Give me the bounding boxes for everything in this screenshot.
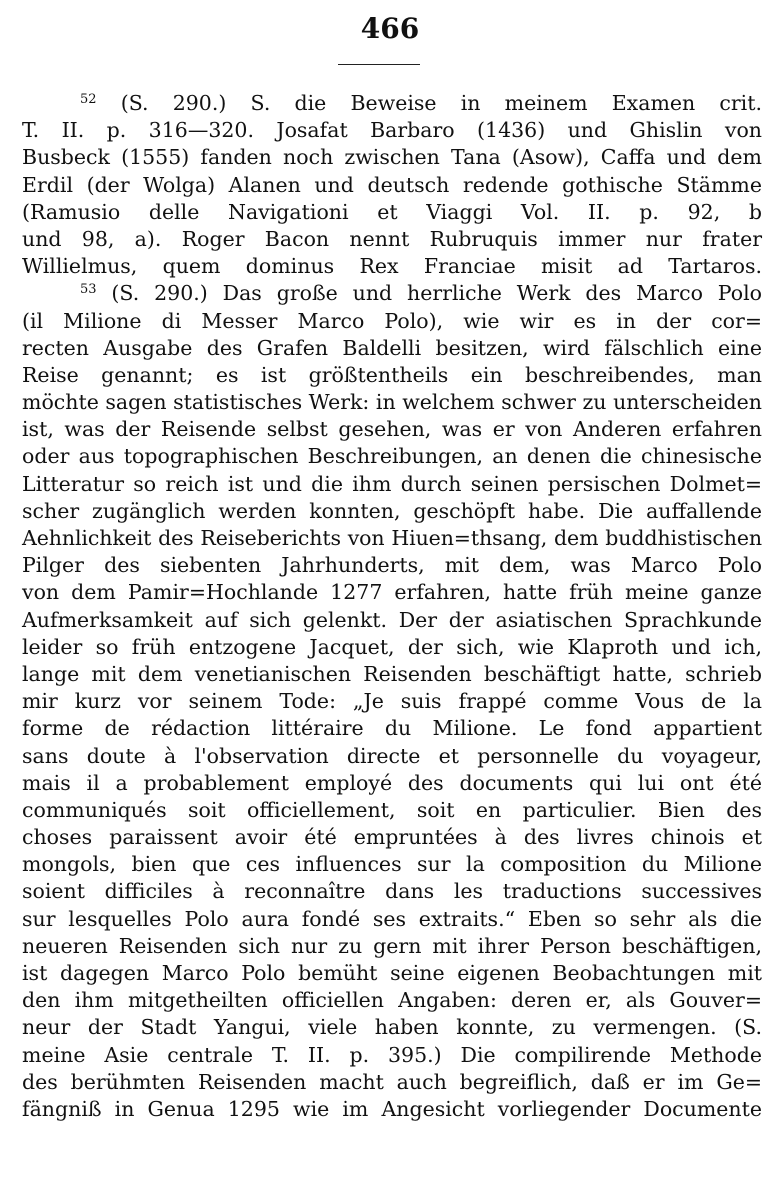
footnote-52-line: Busbeck (1555) fanden noch zwischen Tana (Asow), Caffa und dem (22, 145, 762, 170)
footnote-53-line: meine Asie centrale T. II. p. 395.) Die compilirende Methode (22, 1042, 762, 1067)
footnote-53-line: den ihm mitgetheilten officiellen Angaben: deren er, als Gouver= (22, 988, 762, 1013)
footnotes-body (22, 90, 762, 1123)
footnote-53-line: mais il a probablement employé des documents qui lui ont été (22, 770, 762, 795)
footnote-53-line: Pilger des siebenten Jahrhunderts, mit dem, was Marco Polo (22, 553, 762, 578)
footnote-52-line: (Ramusio delle Navigationi et Viaggi Vol. II. p. 92, b (22, 199, 762, 224)
footnote-marker: 52 (80, 92, 97, 107)
footnote-53-line: oder aus topographischen Beschreibungen, an denen die chinesische (22, 444, 762, 469)
footnote-53-line: neueren Reisenden sich nur zu gern mit ihrer Person beschäftigen, (22, 933, 762, 958)
footnote-53-line: leider so früh entzogene Jacquet, der sich, wie Klaproth und ich, (22, 634, 762, 659)
footnote-53-line: Aufmerksamkeit auf sich gelenkt. Der der asiatischen Sprachkunde (22, 607, 762, 632)
header-rule (338, 64, 420, 65)
footnote-53-line: sans doute à l'observation directe et personnelle du voyageur, (22, 743, 762, 768)
footnote-53-line: Litteratur so reich ist und die ihm durch seinen persischen Dolmet= (22, 471, 762, 496)
footnote-52-line: Willielmus, quem dominus Rex Franciae misit ad Tartaros. (22, 254, 762, 279)
footnote-53-line: (il Milione di Messer Marco Polo), wie wir es in der cor= (22, 308, 762, 333)
footnote-53-line: lange mit dem venetianischen Reisenden beschäftigt hatte, schrieb (22, 661, 762, 686)
footnote-53-line: sur lesquelles Polo aura fondé ses extraits.“ Eben so sehr als die (22, 906, 762, 931)
footnote-53-line: ist, was der Reisende selbst gesehen, was er von Anderen erfahren (22, 417, 762, 442)
footnote-53-line: mir kurz vor seinem Tode: „Je suis frappé comme Vous de la (22, 689, 762, 714)
footnote-53-line: soient difficiles à reconnaître dans les traductions successives (22, 879, 762, 904)
footnote-52-line: und 98, a). Roger Bacon nennt Rubruquis immer nur frater (22, 226, 762, 251)
footnote-53-line: Aehnlichkeit des Reiseberichts von Hiuen=thsang, dem buddhistischen (22, 526, 762, 550)
footnote-52-line: $^{52}$ (S. 290.) S. die Beweise in meinem Examen crit. (80, 91, 762, 115)
footnote-53-line: choses paraissent avoir été empruntées à des livres chinois et (22, 825, 762, 850)
footnote-53-line: fängniß in Genua 1295 wie im Angesicht vorliegender Documente (22, 1096, 762, 1121)
footnote-53-line: recten Ausgabe des Grafen Baldelli besitzen, wird fälschlich eine (22, 335, 762, 360)
footnote-52-line: Erdil (der Wolga) Alanen und deutsch redende gothische Stämme (22, 172, 762, 197)
footnote-53-line: von dem Pamir=Hochlande 1277 erfahren, hatte früh meine ganze (22, 580, 762, 605)
footnote-53-line: forme de rédaction littéraire du Milione. Le fond appartient (22, 716, 762, 741)
footnote-53-line: des berühmten Reisenden macht auch begreiflich, daß er im Ge= (22, 1069, 762, 1094)
footnote-53-line: communiqués soit officiellement, soit en particulier. Bien des (22, 797, 762, 822)
footnote-53-line: möchte sagen statistisches Werk: in welchem schwer zu unterscheiden (22, 390, 762, 415)
footnote-53-line: scher zugänglich werden konnten, geschöpft habe. Die auffallende (22, 498, 762, 523)
footnote-53-line: Reise genannt; es ist größtentheils ein beschreibendes, man (22, 362, 762, 387)
page-number: 466 (360, 12, 420, 45)
footnote-53-line: ist dagegen Marco Polo bemüht seine eigenen Beobachtungen mit (22, 961, 762, 985)
footnote-53-line: $^{53}$ (S. 290.) Das große und herrliche Werk des Marco Polo (80, 281, 762, 306)
footnote-53-line: mongols, bien que ces influences sur la composition du Milione (22, 852, 762, 877)
footnote-53-line: neur der Stadt Yangui, viele haben konnte, zu vermengen. (S. (22, 1015, 762, 1040)
footnote-marker: 53 (80, 282, 97, 298)
footnote-52-line: T. II. p. 316—320. Josafat Barbaro (1436) und Ghislin von (22, 118, 762, 143)
